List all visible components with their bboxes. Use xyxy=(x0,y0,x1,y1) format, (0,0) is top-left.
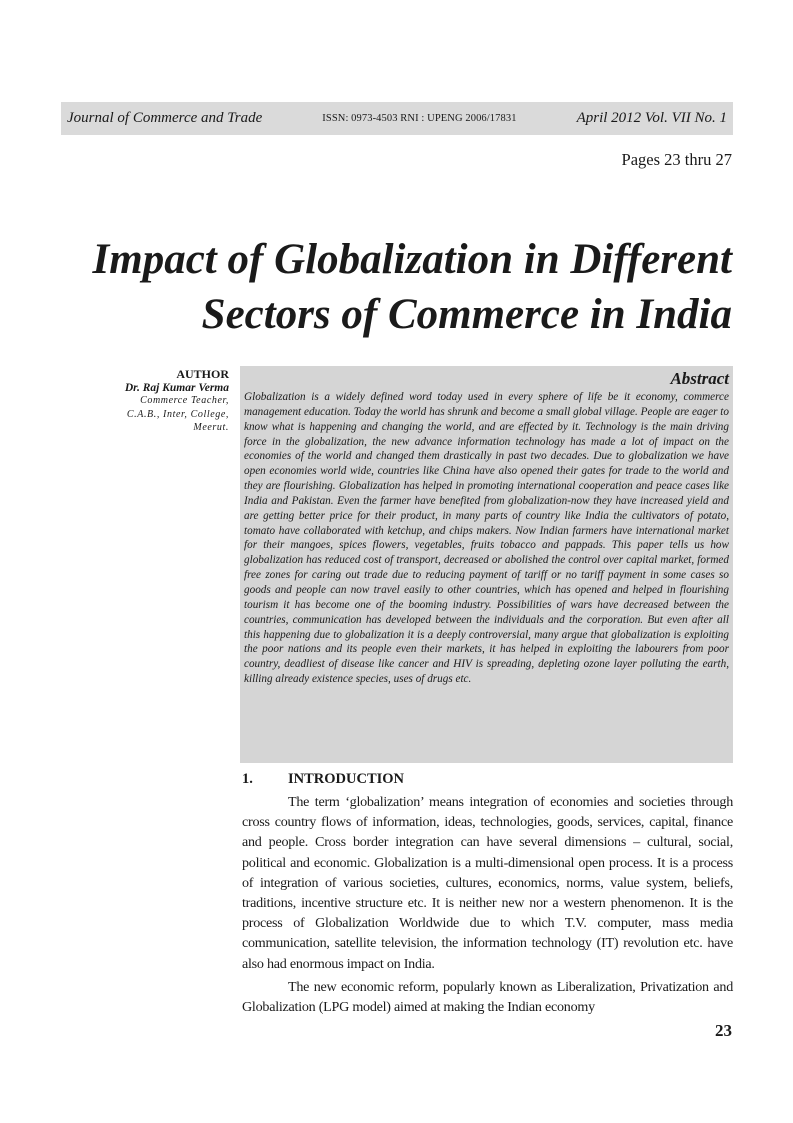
section-heading xyxy=(242,771,404,788)
page-number: 23 xyxy=(715,1021,732,1040)
author-name: Dr. Raj Kumar Verma xyxy=(124,382,229,394)
issn-rni: ISSN: 0973-4503 RNI : UPENG 2006/17831 xyxy=(322,113,517,124)
paragraph: The term ‘globalization’ means integration of economies and societies through cross country flows of information, ideas, technologies, goods, services, capital, finance and people. Cross border integration can have several dimensions – cultural, social, political and economic. Globalization is a multi-dimensional open process. It is a process of integration of various societies, cultures, economics, norms, value system, beliefs, traditions, incentive structure etc. It is neither new nor a western phenomenon. It is the process of Globalization Worldwide due to which T.V. computer, mass media communication, satellite television, the information technology (IT) revolution etc. have also had enormous impact on India. xyxy=(242,794,733,972)
section-number: 1. xyxy=(242,771,253,787)
abstract-text: Globalization is a widely defined word today used in every sphere of life be it economy, commerce management education. Today the world has shrunk and become a small global village. People are eager to know what is happening and changing the world, and are effected by it. Technology is the main driving force in the globalization, the new advance information technology has made a lot of impact on the economies of the world and changed them drastically in past two decades. Due to globalization we have open economies world wide, countries like China have also opened their gates for trade to the world and they are flourishing. Globalization has helped in promoting international cooperation and peace cases like India and Pakistan. Even the farmer have benefited from globalization-now they have increased yield and are getting better price for their product, in many parts of country like India the cultivators of potato, tomato have collaborated with ketchup, and chips makers. Now Indian farmers have international market for their mangoes, spices flowers, vegetables, fruits tobacco and pappads. This paper tells us how globalization has reduced cost of transport, decreased or abolished the control over capital market, formed free zones for caring out trade due to reducing payment of tariff or no tariff payment in some cases so goods and people can now travel easily to other countries, which has opened and helped in flourishing tourism it has become one of the booming industry. Possibilities of wars have decreased between the countries, communication has developed between the individuals and the corporation. But even after all this happening due to globalization it is a deeply controversial, many argue that globalization is exploiting the poor nations and its people even their markets, it has helped in exploiting the labourers from poor country, deadliest of disease like cancer and HIV is spreading, depleting ozone layer polluting the earth, killing already existence species, uses of drugs etc. xyxy=(244,391,729,686)
author-affiliation-2: C.A.B., Inter, College, xyxy=(126,408,229,420)
author-block xyxy=(100,367,229,435)
author-affiliation-3: Meerut. xyxy=(193,422,229,433)
section-title: INTRODUCTION xyxy=(288,771,405,787)
issue-info: April 2012 Vol. VII No. 1 xyxy=(576,110,727,126)
page-range: Pages 23 thru 27 xyxy=(621,150,732,169)
title-line-2: Sectors of Commerce in India xyxy=(201,291,732,338)
paragraph: The new economic reform, popularly known as Liberalization, Privatization and Globalization (LPG model) aimed at making the Indian economy xyxy=(242,978,733,1016)
paper-title xyxy=(40,232,732,342)
title-line-1: Impact of Globalization in Different xyxy=(92,236,732,283)
abstract-box xyxy=(240,366,733,763)
author-affiliation-1: Commerce Teacher, xyxy=(140,395,229,406)
abstract-heading: Abstract xyxy=(670,369,729,388)
author-label: AUTHOR xyxy=(176,367,229,381)
body-text xyxy=(242,792,733,1020)
journal-header xyxy=(61,102,733,135)
journal-name: Journal of Commerce and Trade xyxy=(67,110,263,126)
